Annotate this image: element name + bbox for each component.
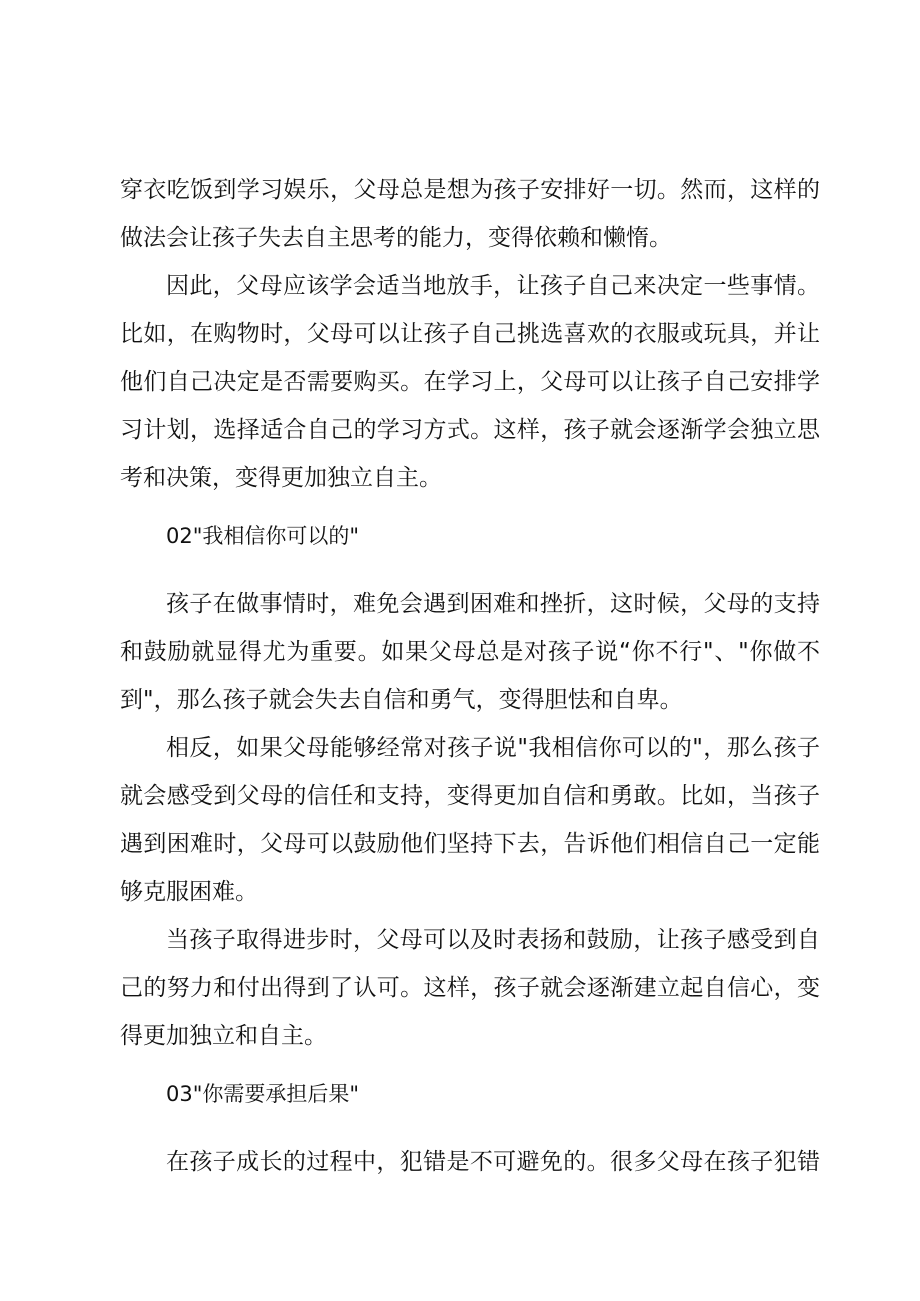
text-line: 到"，那么孩子就会失去自信和勇气，变得胆怯和自卑。 [120,687,683,713]
text-line: 相反，如果父母能够经常对孩子说"我相信你可以的"，那么孩子 [166,735,820,761]
text-line: 在孩子成长的过程中，犯错是不可避免的。很多父母在孩子犯错 [166,1149,820,1175]
text-line: 因此，父母应该学会适当地放手，让孩子自己来决定一些事情。 [166,273,820,299]
text-line: 考和决策，变得更加独立自主。 [120,465,442,491]
text-line: 当孩子取得进步时，父母可以及时表扬和鼓励，让孩子感受到自 [166,927,820,953]
paragraph [120,262,820,502]
text-line: 穿衣吃饭到学习娱乐，父母总是想为孩子安排好一切。然而，这样的 [120,177,820,203]
paragraph [120,580,820,724]
section-heading: 02"我相信你可以的" [166,524,360,548]
spacer [120,560,820,580]
spacer [120,1118,820,1138]
text-line: 做法会让孩子失去自主思考的能力，变得依赖和懒惰。 [120,225,672,251]
text-line: 遇到困难时，父母可以鼓励他们坚持下去，告诉他们相信自己一定能 [120,831,820,857]
section-heading: 03"你需要承担后果" [166,1082,360,1106]
text-line: 就会感受到父母的信任和支持，变得更加自信和勇敢。比如，当孩子 [120,783,820,809]
text-line: 孩子在做事情时，难免会遇到困难和挫折，这时候，父母的支持 [166,591,820,617]
document-body [120,166,820,1186]
text-line: 和鼓励就显得尤为重要。如果父母总是对孩子说“你不行"、"你做不 [120,639,820,665]
text-line: 习计划，选择适合自己的学习方式。这样，孩子就会逐渐学会独立思 [120,417,820,443]
paragraph [120,916,820,1060]
spacer [120,502,820,512]
text-line: 够克服困难。 [120,879,258,905]
paragraph [120,166,820,262]
spacer [120,1060,820,1070]
paragraph [120,1138,820,1186]
text-line: 他们自己决定是否需要购买。在学习上，父母可以让孩子自己安排学 [120,369,820,395]
text-line: 比如，在购物时，父母可以让孩子自己挑选喜欢的衣服或玩具，并让 [120,321,820,347]
text-line: 得更加独立和自主。 [120,1023,327,1049]
paragraph [120,724,820,916]
text-line: 己的努力和付出得到了认可。这样，孩子就会逐渐建立起自信心，变 [120,975,820,1001]
